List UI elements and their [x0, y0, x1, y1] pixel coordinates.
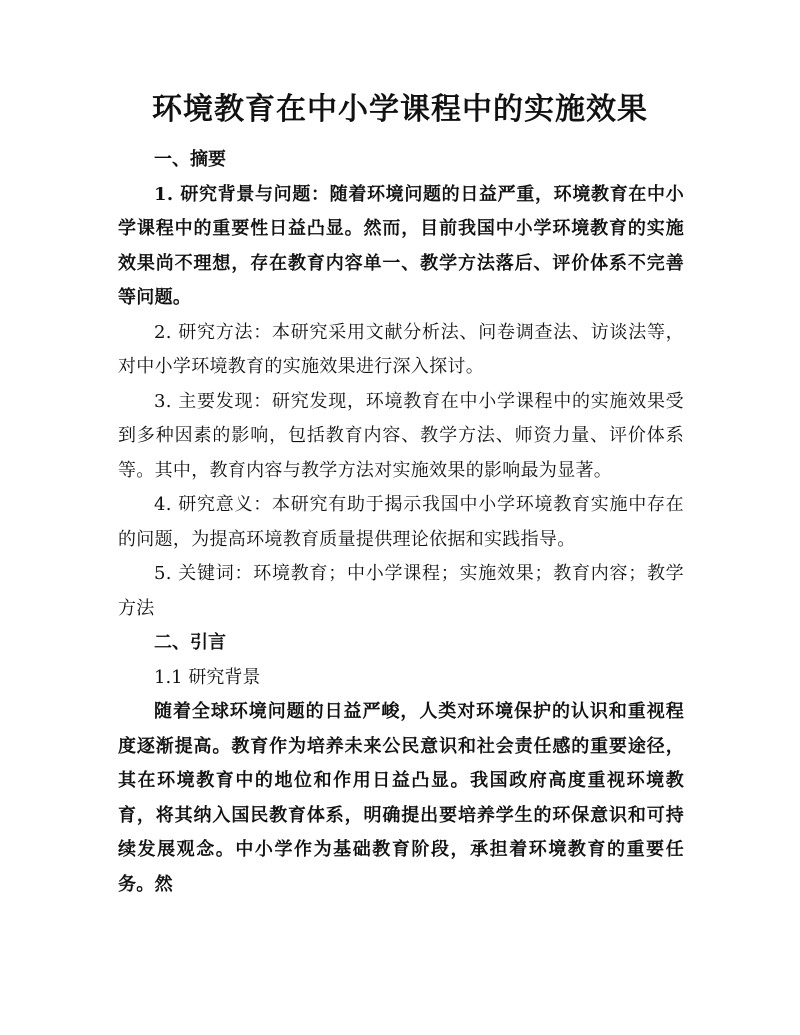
paragraph-keywords: 5. 关键词：环境教育；中小学课程；实施效果；教育内容；教学方法	[118, 563, 684, 619]
paragraph-background-text: 随着全球环境问题的日益严峻，人类对环境保护的认识和重视程度逐渐提高。教育作为培养未来公民意识和社会责任感的重要途径，其在环境教育中的地位和作用日益凸显。我国政府高度重视环境教育，将其纳入国民教育体系，明确提出要培养学生的环保意识和可持续发展观念。中小学作为基础教育阶段，承担着环境教育的重要任务。然	[118, 701, 684, 895]
document-title: 环境教育在中小学课程中的实施效果	[152, 92, 648, 127]
section-heading-abstract: 一、摘要	[154, 149, 226, 170]
paragraph-research-method: 2. 研究方法：本研究采用文献分析法、问卷调查法、访谈法等，对中小学环境教育的实施效果进行深入探讨。	[118, 321, 684, 377]
paragraph-main-findings: 3. 主要发现：研究发现，环境教育在中小学课程中的实施效果受到多种因素的影响，包括教育内容、教学方法、师资力量、评价体系等。其中，教育内容与教学方法对实施效果的影响最为显著。	[118, 390, 684, 481]
subsection-heading-background: 1.1 研究背景	[154, 666, 261, 688]
document-body	[118, 143, 684, 902]
section-heading-introduction: 二、引言	[154, 632, 226, 653]
paragraph-research-background: 1. 研究背景与问题：随着环境问题的日益严重，环境教育在中小学课程中的重要性日益凸显。然而，目前我国中小学环境教育的实施效果尚不理想，存在教育内容单一、教学方法落后、评价体系不完善等问题。	[118, 183, 684, 308]
paragraph-research-significance: 4. 研究意义：本研究有助于揭示我国中小学环境教育实施中存在的问题，为提高环境教育质量提供理论依据和实践指导。	[118, 494, 684, 550]
